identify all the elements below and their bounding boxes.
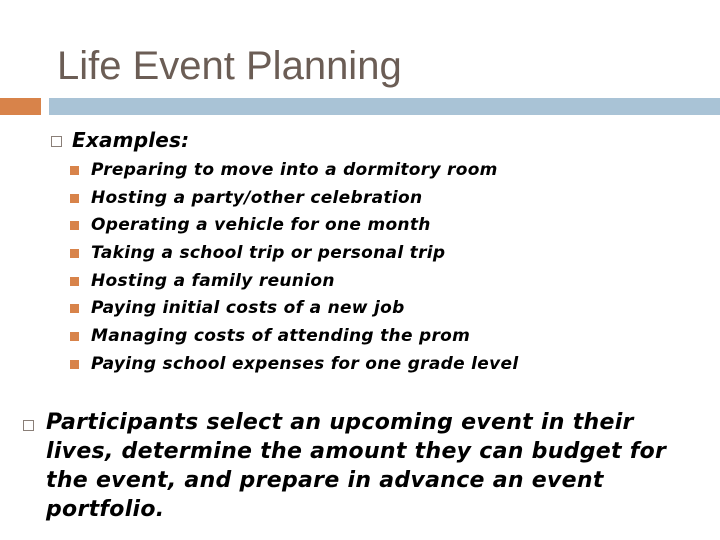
- filled-square-bullet-icon: [70, 249, 79, 258]
- title-accent-bar-orange: [0, 98, 41, 115]
- examples-heading: Examples:: [72, 128, 190, 152]
- filled-square-bullet-icon: [70, 221, 79, 230]
- list-item-text: Operating a vehicle for one month: [91, 215, 431, 236]
- list-item-text: Taking a school trip or personal trip: [91, 243, 446, 264]
- list-item-text: Paying initial costs of a new job: [91, 298, 405, 319]
- filled-square-bullet-icon: [70, 194, 79, 203]
- hollow-square-bullet-icon: [51, 136, 62, 147]
- list-item-text: Hosting a party/other celebration: [91, 187, 423, 208]
- hollow-square-bullet-icon: [23, 420, 34, 431]
- filled-square-bullet-icon: [70, 304, 79, 313]
- list-item-text: Managing costs of attending the prom: [91, 326, 471, 347]
- slide-title: Life Event Planning: [57, 44, 402, 88]
- list-item-text: Preparing to move into a dormitory room: [91, 160, 498, 180]
- title-accent-bar-blue: [49, 98, 720, 115]
- list-item-text: Hosting a family reunion: [91, 270, 335, 291]
- filled-square-bullet-icon: [70, 332, 79, 341]
- filled-square-bullet-icon: [70, 166, 79, 175]
- filled-square-bullet-icon: [70, 277, 79, 286]
- main-point-paragraph: Participants select an upcoming event in their lives, determine the amount they can budget for the event, and prepare in advance an event portfolio.: [46, 410, 667, 522]
- list-item-text: Paying school expenses for one grade level: [91, 353, 519, 374]
- filled-square-bullet-icon: [70, 360, 79, 369]
